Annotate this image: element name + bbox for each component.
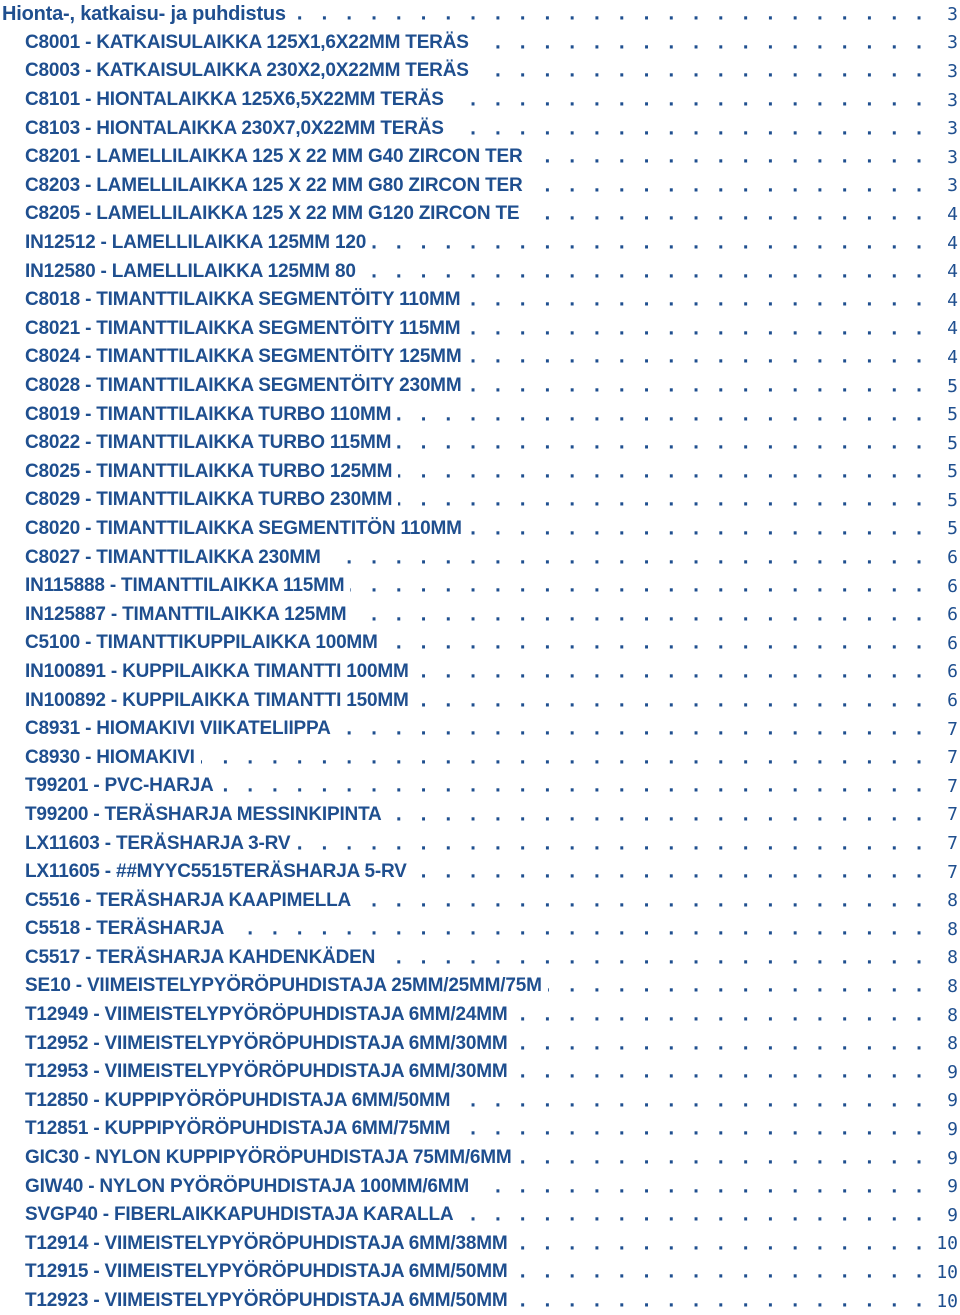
toc-entry[interactable] bbox=[0, 1029, 960, 1058]
toc-page-number: 3 bbox=[926, 118, 960, 139]
toc-entry[interactable] bbox=[0, 886, 960, 915]
toc-entry-label: T99201 - PVC-HARJA bbox=[25, 775, 220, 797]
toc-entry-label: C8021 - TIMANTTILAIKKA SEGMENTÖITY 115MM bbox=[25, 318, 466, 340]
toc-page-number: 9 bbox=[926, 1205, 960, 1226]
toc-entry[interactable] bbox=[0, 429, 960, 458]
toc-page-number: 7 bbox=[926, 776, 960, 797]
toc-page-number: 10 bbox=[926, 1233, 960, 1254]
toc-page-number: 5 bbox=[926, 376, 960, 397]
toc-leader-dots bbox=[475, 57, 926, 86]
toc-entry-label: C8931 - HIOMAKIVI VIIKATELIIPPA bbox=[25, 718, 337, 740]
toc-entry[interactable] bbox=[0, 515, 960, 544]
toc-leader-dots bbox=[456, 1115, 926, 1144]
toc-entry-label: GIC30 - NYLON KUPPIPYÖRÖPUHDISTAJA 75MM/6MM bbox=[25, 1147, 518, 1169]
toc-page-number: 7 bbox=[926, 862, 960, 883]
toc-leader-dots bbox=[201, 743, 926, 772]
toc-leader-dots bbox=[475, 1172, 926, 1201]
toc-leader-dots bbox=[350, 572, 926, 601]
toc-page-number: 9 bbox=[926, 1148, 960, 1169]
toc-page-number: 5 bbox=[926, 518, 960, 539]
toc-entry[interactable] bbox=[0, 629, 960, 658]
toc-page-number: 5 bbox=[926, 490, 960, 511]
toc-leader-dots bbox=[529, 143, 926, 172]
toc-page-number: 8 bbox=[926, 947, 960, 968]
toc-entry[interactable] bbox=[0, 772, 960, 801]
toc-page-number: 5 bbox=[926, 404, 960, 425]
toc-entry-label: LX11605 - ##MYYC5515TERÄSHARJA 5-RV bbox=[25, 861, 413, 883]
toc-leader-dots bbox=[413, 858, 926, 887]
toc-leader-dots bbox=[230, 915, 926, 944]
toc-entry-label: C8029 - TIMANTTILAIKKA TURBO 230MM bbox=[25, 489, 398, 511]
toc-leader-dots bbox=[397, 429, 926, 458]
toc-entry-label: IN100891 - KUPPILAIKKA TIMANTTI 100MM bbox=[25, 661, 415, 683]
toc-leader-dots bbox=[514, 1258, 926, 1287]
toc-page-number: 8 bbox=[926, 1033, 960, 1054]
toc-page-number: 9 bbox=[926, 1119, 960, 1140]
toc-entry[interactable] bbox=[0, 1144, 960, 1173]
toc-entry[interactable] bbox=[0, 286, 960, 315]
toc-leader-dots bbox=[514, 1058, 926, 1087]
toc-entry-label: T12952 - VIIMEISTELYPYÖRÖPUHDISTAJA 6MM/30MM bbox=[25, 1033, 514, 1055]
toc-entry[interactable] bbox=[0, 972, 960, 1001]
toc-page-number: 7 bbox=[926, 833, 960, 854]
toc-page-number: 6 bbox=[926, 633, 960, 654]
toc-entry-label: IN12512 - LAMELLILAIKKA 125MM 120 bbox=[25, 232, 372, 254]
toc-page-number: 3 bbox=[926, 175, 960, 196]
toc-entry-label: C5100 - TIMANTTIKUPPILAIKKA 100MM bbox=[25, 632, 384, 654]
toc-entry[interactable] bbox=[0, 1230, 960, 1259]
toc-section-heading[interactable] bbox=[0, 0, 960, 29]
toc-entry[interactable] bbox=[0, 486, 960, 515]
toc-page-number: 3 bbox=[926, 90, 960, 111]
toc-page-number: 6 bbox=[926, 690, 960, 711]
toc-entry-label: LX11603 - TERÄSHARJA 3-RV bbox=[25, 833, 296, 855]
toc-leader-dots bbox=[415, 686, 926, 715]
toc-page-number: 4 bbox=[926, 290, 960, 311]
toc-entry-label: C5516 - TERÄSHARJA KAAPIMELLA bbox=[25, 890, 357, 912]
toc-entry[interactable] bbox=[0, 1258, 960, 1287]
toc-page-number: 4 bbox=[926, 233, 960, 254]
toc-page-number: 6 bbox=[926, 576, 960, 597]
toc-entry-label: C8203 - LAMELLILAIKKA 125 X 22 MM G80 ZIRCON TER bbox=[25, 175, 529, 197]
toc-page-number: 4 bbox=[926, 318, 960, 339]
toc-entry[interactable] bbox=[0, 86, 960, 115]
toc-entry-label: C8028 - TIMANTTILAIKKA SEGMENTÖITY 230MM bbox=[25, 375, 467, 397]
toc-entry[interactable] bbox=[0, 858, 960, 887]
toc-page-number: 3 bbox=[926, 147, 960, 168]
toc-leader-dots bbox=[467, 343, 926, 372]
toc-entry-label: C8018 - TIMANTTILAIKKA SEGMENTÖITY 110MM bbox=[25, 289, 466, 311]
toc-entry[interactable] bbox=[0, 801, 960, 830]
toc-heading-label: Hionta-, katkaisu- ja puhdistus bbox=[2, 3, 292, 26]
toc-entry[interactable] bbox=[0, 572, 960, 601]
toc-page-number: 3 bbox=[926, 61, 960, 82]
toc-leader-dots bbox=[384, 629, 926, 658]
toc-leader-dots bbox=[450, 86, 926, 115]
toc-page-number: 9 bbox=[926, 1090, 960, 1111]
toc-page-number: 5 bbox=[926, 461, 960, 482]
toc-entry[interactable] bbox=[0, 1001, 960, 1030]
toc-leader-dots bbox=[456, 1087, 926, 1116]
toc-entry-label: C5517 - TERÄSHARJA KAHDENKÄDEN bbox=[25, 947, 381, 969]
toc-leader-dots bbox=[548, 972, 926, 1001]
toc-entry-label: T12850 - KUPPIPYÖRÖPUHDISTAJA 6MM/50MM bbox=[25, 1090, 456, 1112]
toc-leader-dots bbox=[220, 772, 926, 801]
toc-entry[interactable] bbox=[0, 29, 960, 58]
toc-leader-dots bbox=[529, 172, 926, 201]
toc-page-number: 8 bbox=[926, 976, 960, 997]
toc-entry-label: C8101 - HIONTALAIKKA 125X6,5X22MM TERÄS bbox=[25, 89, 450, 111]
toc-leader-dots bbox=[415, 658, 926, 687]
toc-entry-label: IN12580 - LAMELLILAIKKA 125MM 80 bbox=[25, 261, 362, 283]
toc-entry-label: SE10 - VIIMEISTELYPYÖRÖPUHDISTAJA 25MM/25MM/75M bbox=[25, 975, 548, 997]
toc-entry[interactable] bbox=[0, 543, 960, 572]
toc-leader-dots bbox=[292, 0, 926, 29]
toc-entry-label: SVGP40 - FIBERLAIKKAPUHDISTAJA KARALLA bbox=[25, 1204, 459, 1226]
toc-entry-label: C8201 - LAMELLILAIKKA 125 X 22 MM G40 ZIRCON TER bbox=[25, 146, 529, 168]
toc-entry-label: C8027 - TIMANTTILAIKKA 230MM bbox=[25, 547, 327, 569]
toc-entry[interactable] bbox=[0, 458, 960, 487]
toc-entry[interactable] bbox=[0, 915, 960, 944]
toc-leader-dots bbox=[397, 400, 926, 429]
toc-entry-label: T12915 - VIIMEISTELYPYÖRÖPUHDISTAJA 6MM/50MM bbox=[25, 1261, 514, 1283]
toc-leader-dots bbox=[398, 486, 926, 515]
toc-entry[interactable] bbox=[0, 829, 960, 858]
toc-leader-dots bbox=[296, 829, 926, 858]
toc-entry-label: C8022 - TIMANTTILAIKKA TURBO 115MM bbox=[25, 432, 397, 454]
toc-leader-dots bbox=[466, 286, 926, 315]
toc-entry-label: C8020 - TIMANTTILAIKKA SEGMENTITÖN 110MM bbox=[25, 518, 468, 540]
toc-entry-label: T99200 - TERÄSHARJA MESSINKIPINTA bbox=[25, 804, 388, 826]
toc-entry[interactable] bbox=[0, 1115, 960, 1144]
toc-leader-dots bbox=[352, 600, 926, 629]
toc-page-number: 8 bbox=[926, 1005, 960, 1026]
toc-page-number: 4 bbox=[926, 204, 960, 225]
toc-page-number: 3 bbox=[926, 4, 960, 25]
toc-entry[interactable] bbox=[0, 400, 960, 429]
toc-entry[interactable] bbox=[0, 143, 960, 172]
toc-entry[interactable] bbox=[0, 715, 960, 744]
toc-page-number: 8 bbox=[926, 919, 960, 940]
toc-page-number: 7 bbox=[926, 719, 960, 740]
toc-entry[interactable] bbox=[0, 1201, 960, 1230]
toc-leader-dots bbox=[337, 715, 926, 744]
toc-page-number: 8 bbox=[926, 890, 960, 911]
toc-page-number: 6 bbox=[926, 604, 960, 625]
toc-entry-label: C5518 - TERÄSHARJA bbox=[25, 918, 230, 940]
toc-page-number: 10 bbox=[926, 1291, 960, 1312]
toc-entry-label: C8024 - TIMANTTILAIKKA SEGMENTÖITY 125MM bbox=[25, 346, 467, 368]
toc-entry[interactable] bbox=[0, 200, 960, 229]
toc-entry[interactable] bbox=[0, 1087, 960, 1116]
toc-page-number: 4 bbox=[926, 261, 960, 282]
toc-leader-dots bbox=[468, 515, 926, 544]
toc-leader-dots bbox=[357, 886, 926, 915]
toc-entry-label: C8003 - KATKAISULAIKKA 230X2,0X22MM TERÄS bbox=[25, 60, 475, 82]
toc-page-number: 7 bbox=[926, 804, 960, 825]
toc-leader-dots bbox=[514, 1001, 926, 1030]
toc-page-number: 5 bbox=[926, 433, 960, 454]
toc-entry-label: T12914 - VIIMEISTELYPYÖRÖPUHDISTAJA 6MM/38MM bbox=[25, 1233, 514, 1255]
toc-entry[interactable] bbox=[0, 600, 960, 629]
toc-leader-dots bbox=[372, 229, 926, 258]
toc-entry-label: T12949 - VIIMEISTELYPYÖRÖPUHDISTAJA 6MM/24MM bbox=[25, 1004, 514, 1026]
toc-leader-dots bbox=[381, 944, 926, 973]
toc-entry[interactable] bbox=[0, 1058, 960, 1087]
toc-entry-label: GIW40 - NYLON PYÖRÖPUHDISTAJA 100MM/6MM bbox=[25, 1176, 475, 1198]
toc-entry[interactable] bbox=[0, 57, 960, 86]
toc-entry-label: C8025 - TIMANTTILAIKKA TURBO 125MM bbox=[25, 461, 398, 483]
toc-page-number: 7 bbox=[926, 747, 960, 768]
toc-entry[interactable] bbox=[0, 372, 960, 401]
toc-leader-dots bbox=[514, 1230, 926, 1259]
toc-page-number: 4 bbox=[926, 347, 960, 368]
toc-leader-dots bbox=[475, 29, 926, 58]
toc-entry[interactable] bbox=[0, 658, 960, 687]
toc-entry-label: IN125887 - TIMANTTILAIKKA 125MM bbox=[25, 604, 352, 626]
toc-leader-dots bbox=[525, 200, 926, 229]
toc-leader-dots bbox=[327, 543, 926, 572]
toc-page-number: 9 bbox=[926, 1062, 960, 1083]
toc-page-number: 3 bbox=[926, 32, 960, 53]
toc-entry[interactable] bbox=[0, 1172, 960, 1201]
toc-entry-label: T12953 - VIIMEISTELYPYÖRÖPUHDISTAJA 6MM/30MM bbox=[25, 1061, 514, 1083]
toc-entry-label: C8930 - HIOMAKIVI bbox=[25, 747, 201, 769]
toc-leader-dots bbox=[450, 114, 926, 143]
toc-page-number: 9 bbox=[926, 1176, 960, 1197]
toc-entry-label: C8001 - KATKAISULAIKKA 125X1,6X22MM TERÄS bbox=[25, 32, 475, 54]
toc-entry-label: T12923 - VIIMEISTELYPYÖRÖPUHDISTAJA 6MM/50MM bbox=[25, 1290, 514, 1312]
toc-leader-dots bbox=[459, 1201, 926, 1230]
toc-entry-label: C8103 - HIONTALAIKKA 230X7,0X22MM TERÄS bbox=[25, 118, 450, 140]
toc-page-number: 10 bbox=[926, 1262, 960, 1283]
toc-entry-label: IN100892 - KUPPILAIKKA TIMANTTI 150MM bbox=[25, 690, 415, 712]
toc-entry[interactable] bbox=[0, 114, 960, 143]
toc-leader-dots bbox=[518, 1144, 926, 1173]
toc-leader-dots bbox=[466, 315, 926, 344]
toc-page-number: 6 bbox=[926, 547, 960, 568]
toc-leader-dots bbox=[362, 257, 926, 286]
toc-leader-dots bbox=[388, 801, 926, 830]
toc-entry-label: C8205 - LAMELLILAIKKA 125 X 22 MM G120 ZIRCON TE bbox=[25, 203, 525, 225]
toc-entry[interactable] bbox=[0, 944, 960, 973]
toc-entry[interactable] bbox=[0, 229, 960, 258]
toc-entry-label: C8019 - TIMANTTILAIKKA TURBO 110MM bbox=[25, 404, 397, 426]
toc-entry[interactable] bbox=[0, 172, 960, 201]
toc-entry[interactable] bbox=[0, 343, 960, 372]
toc-entry[interactable] bbox=[0, 686, 960, 715]
toc-entry[interactable] bbox=[0, 743, 960, 772]
toc-leader-dots bbox=[467, 372, 926, 401]
toc-entry-label: IN115888 - TIMANTTILAIKKA 115MM bbox=[25, 575, 350, 597]
toc-entry[interactable] bbox=[0, 257, 960, 286]
toc-entry[interactable] bbox=[0, 315, 960, 344]
toc-leader-dots bbox=[398, 458, 926, 487]
toc-leader-dots bbox=[514, 1029, 926, 1058]
toc-entry-label: T12851 - KUPPIPYÖRÖPUHDISTAJA 6MM/75MM bbox=[25, 1118, 456, 1140]
toc-page-number: 6 bbox=[926, 661, 960, 682]
